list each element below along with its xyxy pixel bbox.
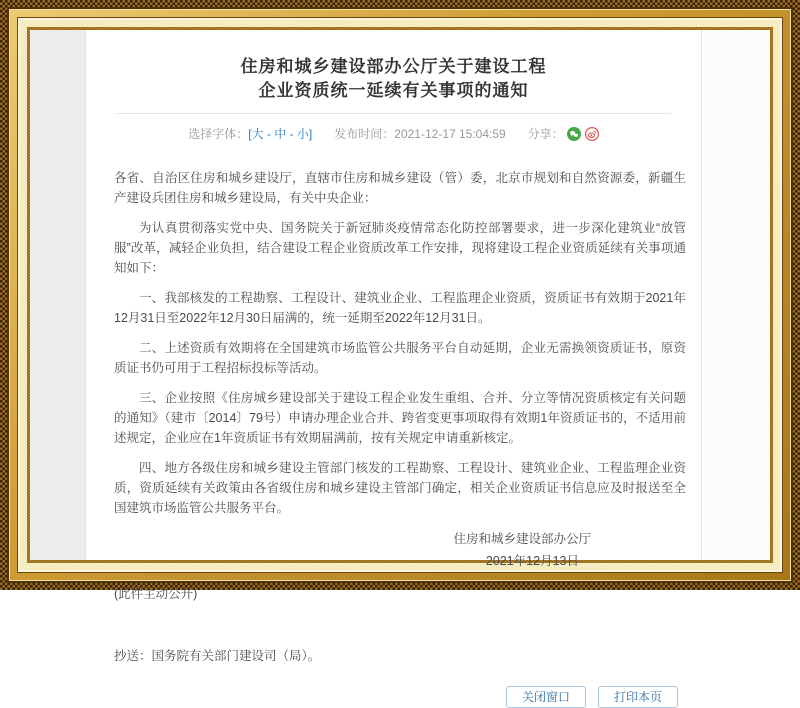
font-size-selector[interactable]: [大 - 中 - 小] <box>248 127 313 141</box>
disclosure-note: (此件主动公开) <box>114 587 198 601</box>
page-title-line-1: 住房和城乡建设部办公厅关于建设工程 <box>240 57 547 76</box>
publish-time-value: 2021-12-17 15:04:59 <box>394 126 506 141</box>
button-row <box>86 686 701 708</box>
cc-note: 抄送：国务院有关部门建设司（局）。 <box>114 649 321 663</box>
paragraph-intro: 为认真贯彻落实党中央、国务院关于新冠肺炎疫情常态化防控部署要求，进一步深化建筑业“放管服”改革，减轻企业负担，结合建设工程企业资质改革工作安排，现将建设工程企业资质延续有关事项通知如下： <box>114 221 686 275</box>
meta-bar <box>86 125 701 142</box>
font-size-label: 选择字体： <box>188 127 249 141</box>
paragraph-salutation: 各省、自治区住房和城乡建设厅，直辖市住房和城乡建设（管）委，北京市规划和自然资源委，新疆生产建设兵团住房和城乡建设局，有关中央企业： <box>114 171 686 205</box>
publish-time-label: 发布时间： <box>334 127 395 141</box>
page-background <box>30 30 770 704</box>
close-window-button[interactable]: 关闭窗口 <box>506 686 586 708</box>
weibo-share-icon[interactable] <box>585 127 599 141</box>
page-title <box>86 55 701 103</box>
wechat-share-icon[interactable] <box>567 127 581 141</box>
page-title-line-2: 企业资质统一延续有关事项的通知 <box>258 81 529 100</box>
print-page-button[interactable]: 打印本页 <box>598 686 678 708</box>
left-gray-strip <box>30 30 85 560</box>
paragraph-item-3: 三、企业按照《住房城乡建设部关于建设工程企业发生重组、合并、分立等情况资质核定有关问题的通知》（建市〔2014〕79号）申请办理企业合并、跨省变更事项取得有效期1年资质证书的，不适用前述规定，企业应在1年资质证书有效期届满前，按有关规定申请重新核定。 <box>114 391 686 445</box>
title-divider <box>116 113 671 114</box>
share-label: 分享： <box>527 127 564 141</box>
signature-block <box>86 528 701 572</box>
signature-date: 2021年12月13日 <box>485 554 579 568</box>
document-body <box>86 168 701 518</box>
paragraph-item-1: 一、我部核发的工程勘察、工程设计、建筑业企业、工程监理企业资质，资质证书有效期于2021年12月31日至2022年12月30日届满的，统一延期至2022年12月31日。 <box>114 291 686 325</box>
paragraph-item-4: 四、地方各级住房和城乡建设主管部门核发的工程勘察、工程设计、建筑业企业、工程监理企业资质，资质延续有关政策由各省级住房和城乡建设主管部门确定，相关企业资质证书信息应及时报送至全国建筑市场监管公共服务平台。 <box>114 461 686 515</box>
signature-org: 住房和城乡建设部办公厅 <box>453 532 591 546</box>
document-page <box>85 30 702 704</box>
paragraph-item-2: 二、上述资质有效期将在全国建筑市场监管公共服务平台自动延期，企业无需换领资质证书，原资质证书仍可用于工程招标投标等活动。 <box>114 341 686 375</box>
